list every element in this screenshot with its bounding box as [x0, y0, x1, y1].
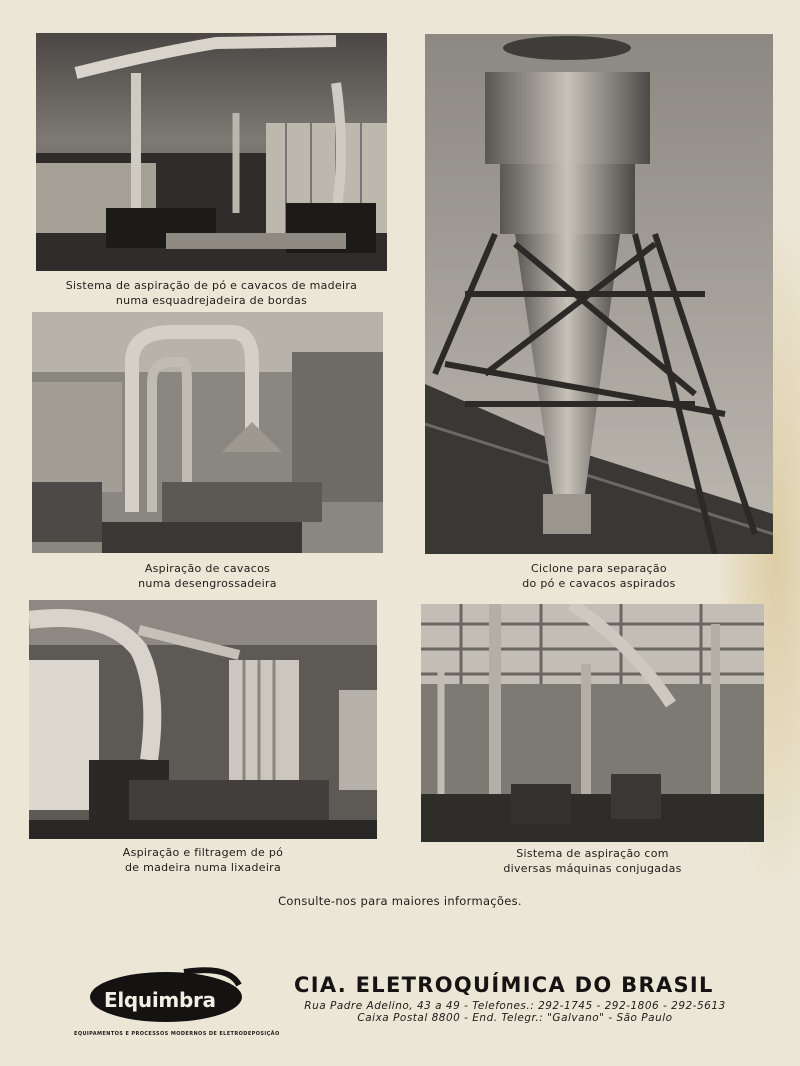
caption-line: de madeira numa lixadeira	[124, 861, 282, 874]
caption-photo2	[425, 561, 773, 591]
caption-line: numa esquadrejadeira de bordas	[115, 294, 308, 307]
caption-photo1	[36, 278, 387, 308]
company-name: CIA. ELETROQUÍMICA DO BRASIL	[294, 973, 714, 997]
caption-line: numa desengrossadeira	[138, 577, 277, 590]
photo-edge-trimmer-dust-system	[36, 33, 387, 271]
caption-line: do pó e cavacos aspirados	[522, 577, 676, 590]
caption-line: Ciclone para separação	[531, 562, 667, 575]
caption-line: Aspiração de cavacos	[144, 562, 271, 575]
caption-line: Sistema de aspiração de pó e cavacos de madeira	[65, 279, 358, 292]
caption-photo3	[32, 561, 383, 591]
photo-cyclone	[425, 34, 773, 554]
consult-text: Consulte-nos para maiores informações.	[278, 894, 522, 908]
logo-tagline: EQUIPAMENTOS E PROCESSOS MODERNOS DE ELETRODEPOSIÇÃO	[74, 1031, 280, 1037]
company-address-line1: Rua Padre Adelino, 43 a 49 - Telefones.: 292-1745 - 292-1806 - 292-5613	[304, 1000, 726, 1012]
company-address-line2: Caixa Postal 8800 - End. Telegr.: "Galvano" - São Paulo	[357, 1012, 673, 1024]
logo-brand: Elquimbra	[104, 988, 216, 1012]
photo-planer-aspiration	[32, 312, 383, 553]
photo-combined-machines	[421, 604, 764, 842]
photo-sander-filtering	[29, 600, 377, 839]
caption-line: Sistema de aspiração com	[516, 847, 669, 860]
caption-line: diversas máquinas conjugadas	[503, 862, 682, 875]
caption-line: Aspiração e filtragem de pó	[122, 846, 284, 859]
caption-photo4	[29, 845, 377, 875]
caption-photo5	[421, 846, 764, 876]
